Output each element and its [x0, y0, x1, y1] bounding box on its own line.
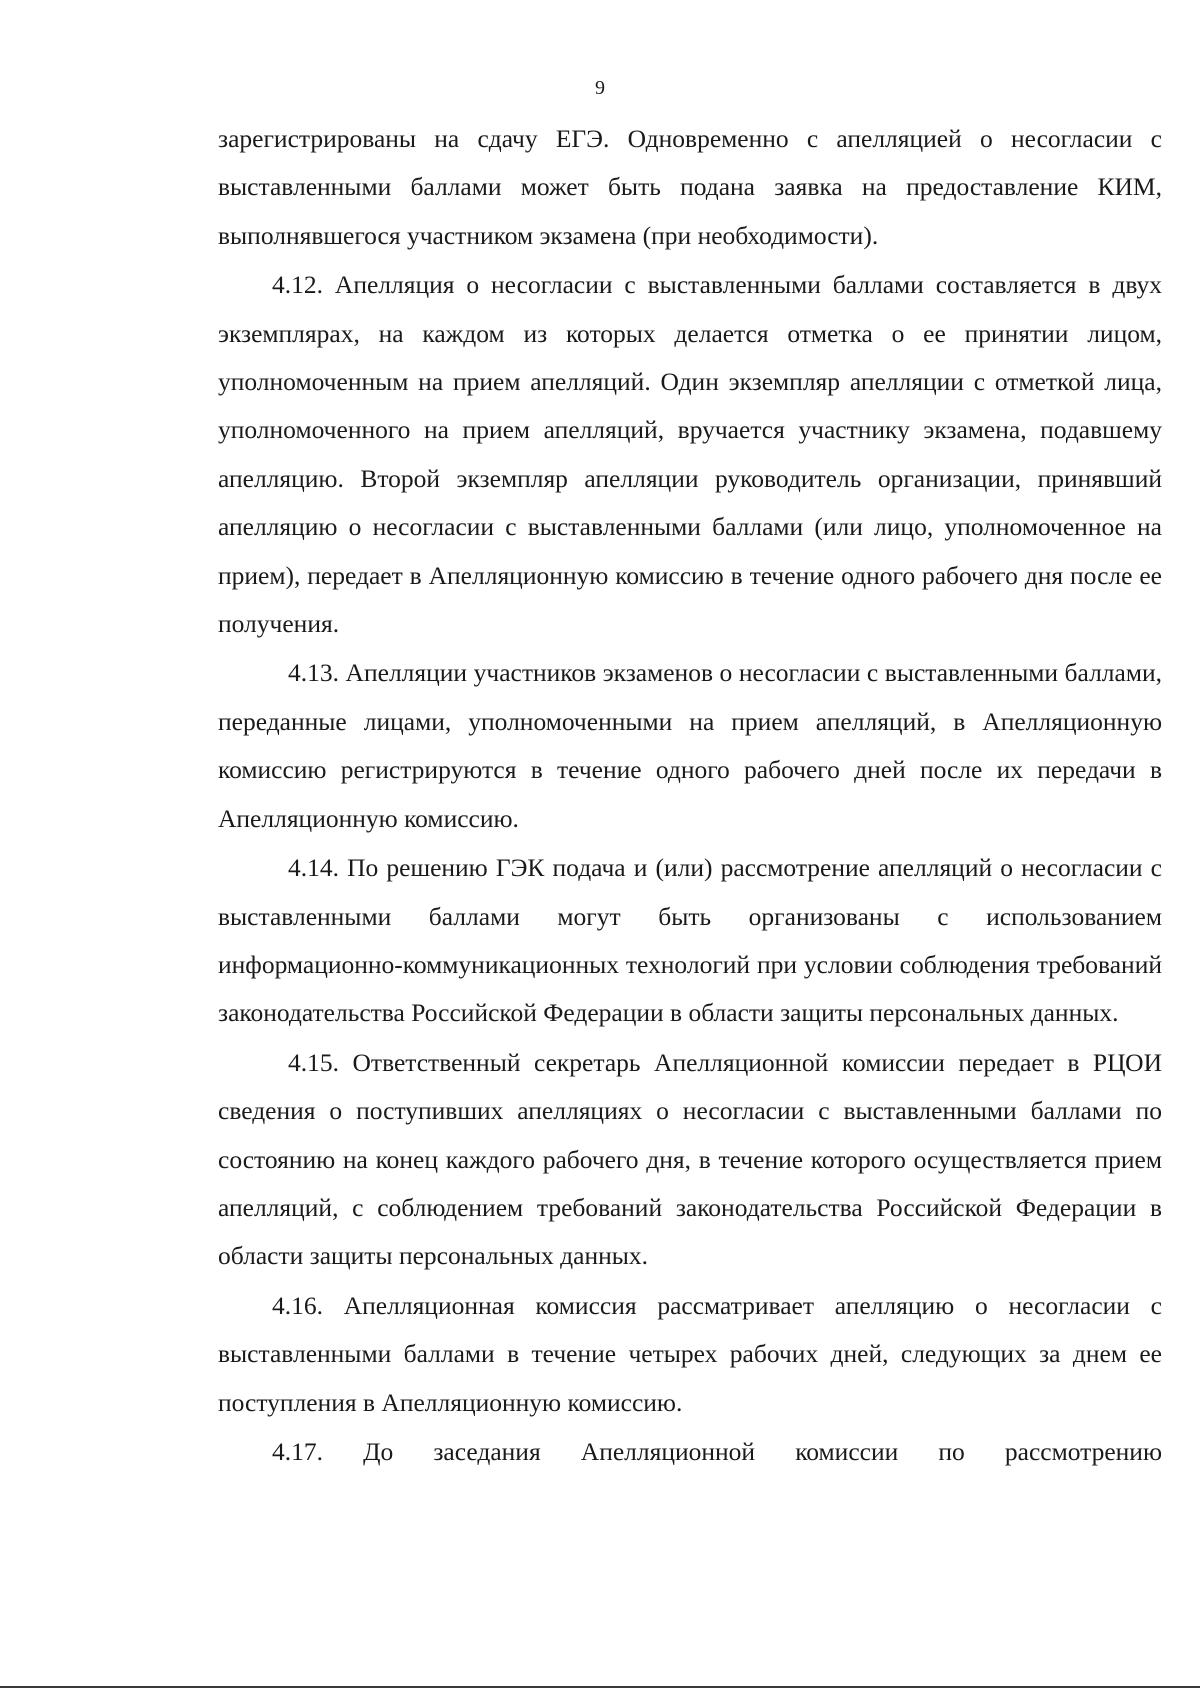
paragraph-4-16: 4.16. Апелляционная комиссия рассматривает апелляцию о несогласии с выставленными баллами в течение четырех рабочих дней, следующих за днем ее поступления в Апелляционную комиссию. — [218, 1290, 1162, 1417]
paragraph-4-17: 4.17. До заседания Апелляционной комиссии по рассмотрению — [272, 1436, 1162, 1466]
paragraph-4-12: 4.12. Апелляция о несогласии с выставленными баллами составляется в двух экземплярах, на каждом из которых делается отметка о ее принятии лицом, уполномоченным на прием апелляций. Один экземпляр апелляции с отметкой лица, уполномоченного на прием апелляций, вручается участнику экзамена, подавшему апелляцию. Второй экземпляр апелляции руководитель организации, принявший апелляцию о несогласии с выставленными баллами (или лицо, уполномоченное на прием), передает в Апелляционную комиссию в течение одного рабочего дня после ее получения. — [218, 270, 1162, 639]
page-number: 9 — [595, 77, 605, 99]
paragraph-4-13: 4.13. Апелляции участников экзаменов о несогласии с выставленными баллами, переданные лицами, уполномоченными на прием апелляций, в Апелляционную комиссию регистрируются в течение одного рабочего дней после их передачи в Апелляционную комиссию. — [218, 658, 1162, 833]
document-body — [218, 115, 1162, 1477]
scan-bottom-edge — [0, 1686, 1200, 1688]
paragraph-4-14: 4.14. По решению ГЭК подача и (или) рассмотрение апелляций о несогласии с выставленными баллами могут быть организованы с использованием информационно-коммуникационных технологий при условии соблюдения требований законодательства Российской Федерации в области защиты персональных данных. — [218, 853, 1162, 1028]
paragraph-4-15: 4.15. Ответственный секретарь Апелляционной комиссии передает в РЦОИ сведения о поступивших апелляциях о несогласии с выставленными баллами по состоянию на конец каждого рабочего дня, в течение которого осуществляется прием апелляций, с соблюдением требований законодательства Российской Федерации в области защиты персональных данных. — [218, 1047, 1162, 1271]
paragraph-continuation: зарегистрированы на сдачу ЕГЭ. Одновременно с апелляцией о несогласии с выставленными баллами может быть подана заявка на предоставление КИМ, выполнявшегося участником экзамена (при необходимости). — [218, 124, 1162, 250]
